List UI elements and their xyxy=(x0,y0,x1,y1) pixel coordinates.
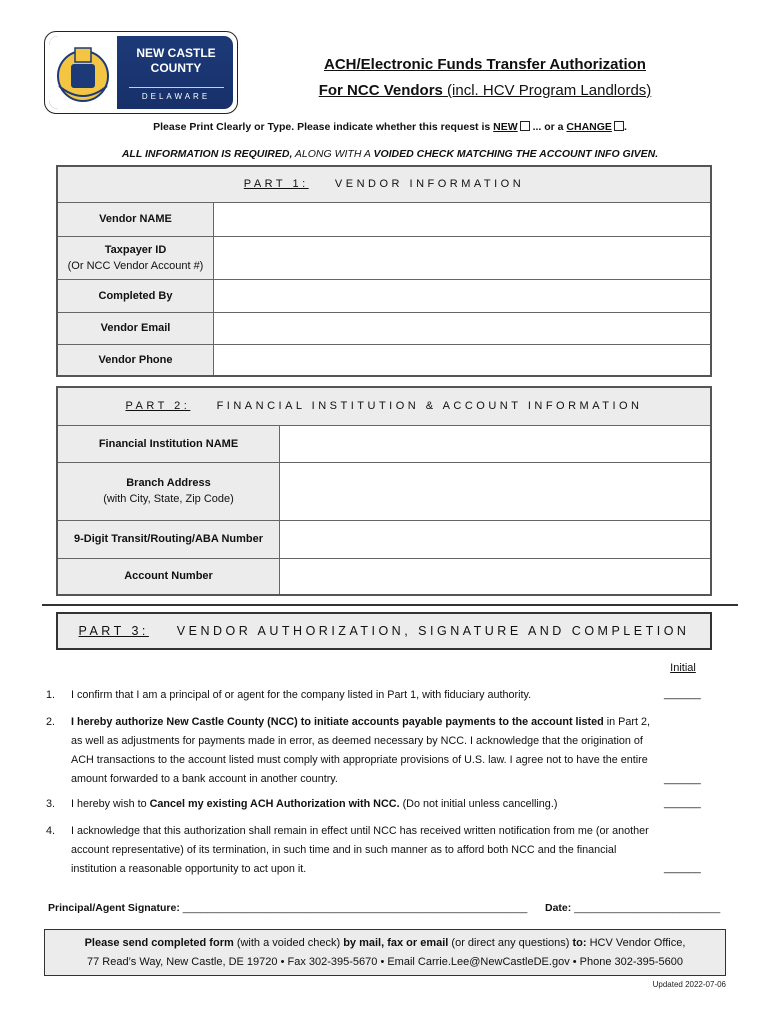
logo-name-line2: COUNTY xyxy=(150,61,202,75)
new-option-label: NEW xyxy=(493,121,518,133)
signature-row: Principal/Agent Signature: ___________________________________________________________ xyxy=(48,902,528,914)
date-line[interactable]: _________________________ xyxy=(574,902,721,914)
logo-name-line1: NEW CASTLE xyxy=(136,46,216,60)
vendor-name-field[interactable] xyxy=(214,202,712,236)
vendor-email-field[interactable] xyxy=(214,312,712,344)
county-seal-icon xyxy=(49,36,117,109)
routing-number-field[interactable] xyxy=(280,520,712,558)
part1-heading: PART 1: VENDOR INFORMATION xyxy=(57,166,711,202)
change-option-label: CHANGE xyxy=(566,121,612,133)
date-row: Date: _________________________ xyxy=(545,902,721,914)
new-checkbox[interactable] xyxy=(520,121,530,131)
vendor-phone-label: Vendor Phone xyxy=(57,344,214,376)
branch-address-label: Branch Address (with City, State, Zip Code) xyxy=(57,462,280,520)
branch-address-field[interactable] xyxy=(280,462,712,520)
form-subtitle: For NCC Vendors (incl. HCV Program Landlords) xyxy=(318,82,652,99)
completed-by-field[interactable] xyxy=(214,279,712,312)
routing-number-label: 9-Digit Transit/Routing/ABA Number xyxy=(57,520,280,558)
form-title: ACH/Electronic Funds Transfer Authorization xyxy=(324,56,646,73)
county-logo xyxy=(44,31,238,114)
part1-table xyxy=(56,165,712,377)
signature-line[interactable]: ___________________________________________________________ xyxy=(182,902,528,914)
account-number-label: Account Number xyxy=(57,558,280,595)
institution-name-field[interactable] xyxy=(280,425,712,462)
completed-by-label: Completed By xyxy=(57,279,214,312)
vendor-name-label: Vendor NAME xyxy=(57,202,214,236)
section-divider xyxy=(42,604,738,606)
updated-date: Updated 2022-07-06 xyxy=(652,980,726,989)
initial-line-4[interactable]: ______ xyxy=(664,862,701,874)
vendor-phone-field[interactable] xyxy=(214,344,712,376)
contact-footer: Please send completed form (with a voided check) by mail, fax or email (or direct any questions) to: HCV Vendor Office, 77 Read’s Way, New Castle, DE 19720 • Fax 302-395-5670 • Email Carrie.Lee@NewCastleDE.gov • Phone 302-395-5600 xyxy=(44,929,726,976)
change-checkbox[interactable] xyxy=(614,121,624,131)
contact-details: 77 Read’s Way, New Castle, DE 19720 • Fax 302-395-5670 • Email Carrie.Lee@NewCastleDE.gov • Phone 302-395-5600 xyxy=(86,956,684,968)
instructions-line1: Please Print Clearly or Type. Please indicate whether this request is NEW ... or a CHANGE . xyxy=(153,121,627,133)
part3-heading: PART 3: VENDOR AUTHORIZATION, SIGNATURE AND COMPLETION xyxy=(56,612,712,650)
initial-column-header: Initial xyxy=(670,662,696,674)
part2-heading: PART 2: FINANCIAL INSTITUTION & ACCOUNT INFORMATION xyxy=(57,387,711,425)
account-number-field[interactable] xyxy=(280,558,712,595)
instructions-line2: ALL INFORMATION IS REQUIRED, ALONG WITH A VOIDED CHECK MATCHING THE ACCOUNT INFO GIVEN. xyxy=(121,148,659,160)
logo-state: DELAWARE xyxy=(141,92,211,101)
initial-line-1[interactable]: ______ xyxy=(664,688,701,700)
taxpayer-id-label: Taxpayer ID (Or NCC Vendor Account #) xyxy=(57,236,214,279)
taxpayer-id-field[interactable] xyxy=(214,236,712,279)
part2-table xyxy=(56,386,712,596)
initial-line-3[interactable]: ______ xyxy=(664,797,701,809)
vendor-email-label: Vendor Email xyxy=(57,312,214,344)
initial-line-2[interactable]: ______ xyxy=(664,773,701,785)
institution-name-label: Financial Institution NAME xyxy=(57,425,280,462)
